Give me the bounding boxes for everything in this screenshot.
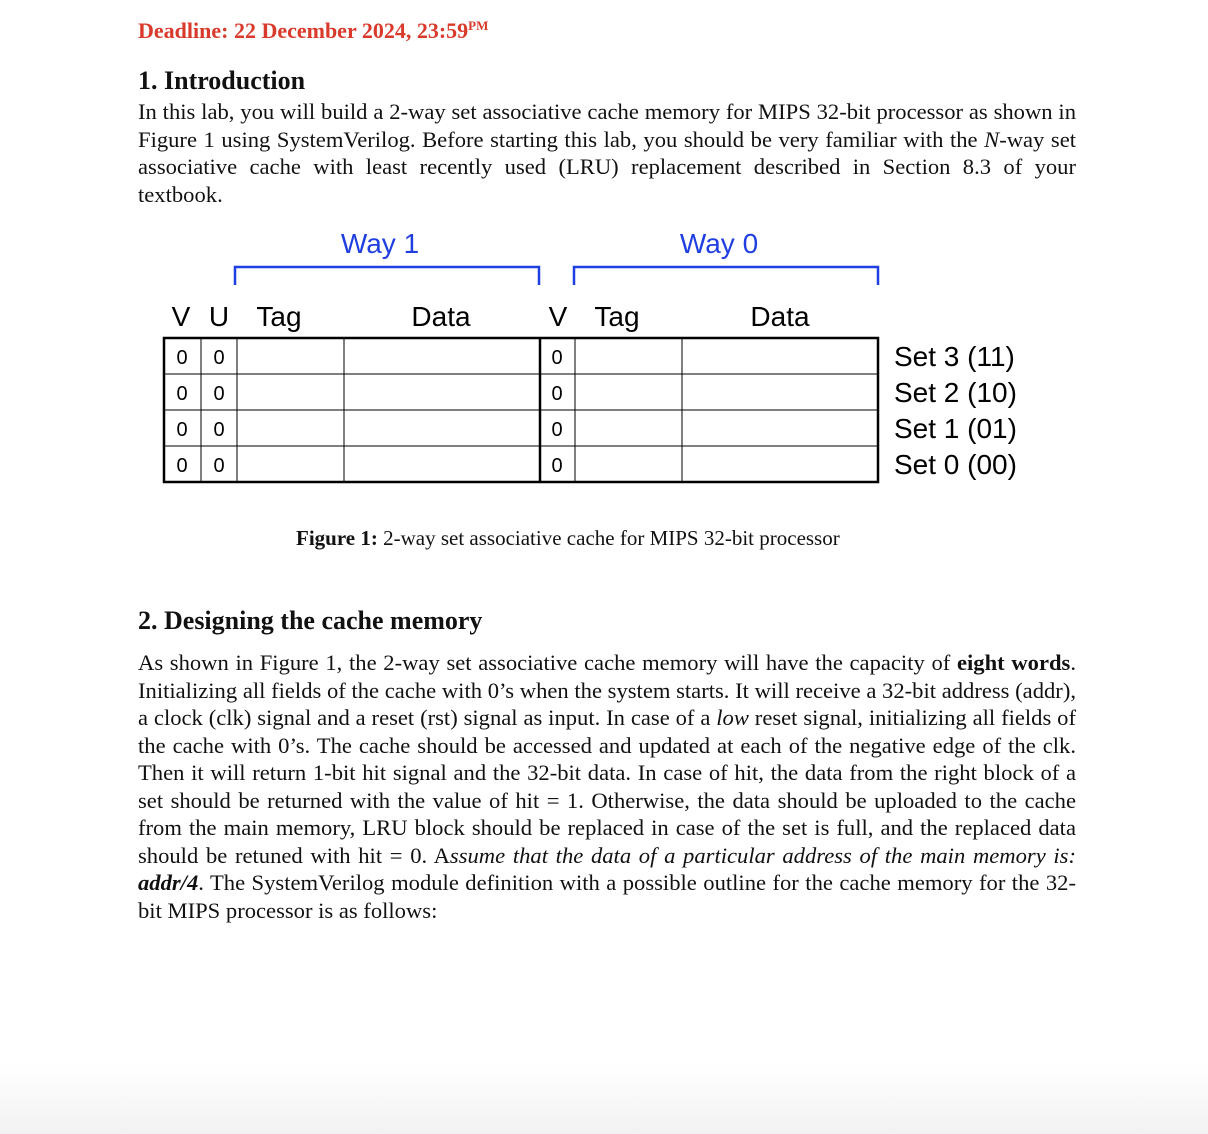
bottom-shade <box>0 1064 1208 1134</box>
intro-text-a: In this lab, you will build a 2-way set associative cache memory for MIPS 32-bit processor as shown in Figure 1 using SystemVerilog. Before starting this lab, you should be very familiar with the <box>138 99 1076 152</box>
set-label: Set 2 (10) <box>894 377 1017 408</box>
caption-label: Figure 1: <box>296 526 378 550</box>
cell-way0-v: 0 <box>551 347 563 369</box>
design-bold-italic: addr/4 <box>138 870 199 895</box>
deadline-suffix: PM <box>468 18 489 33</box>
cell-way1-v: 0 <box>176 383 188 405</box>
cell-way1-v: 0 <box>176 419 188 441</box>
design-italic-2: ssume that the data of a particular address of the main memory is: <box>449 842 1077 868</box>
cell-way0-v: 0 <box>551 419 563 441</box>
set-label: Set 1 (01) <box>894 413 1017 444</box>
header-way1-u: U <box>208 301 230 332</box>
cache-table <box>164 338 878 482</box>
header-way1-tag: Tag <box>256 301 302 332</box>
deadline-text: Deadline: 22 December 2024, 23:59 <box>138 18 469 43</box>
design-text-4: . The SystemVerilog module definition with a possible outline for the cache memory for the 32-bit MIPS processor is as follows: <box>138 870 1076 923</box>
set-label: Set 0 (00) <box>894 449 1017 480</box>
intro-n: N <box>984 126 1000 152</box>
cell-way0-v: 0 <box>551 383 563 405</box>
header-way1-data: Data <box>411 301 471 332</box>
cell-way1-u: 0 <box>213 419 225 441</box>
caption-text: 2-way set associative cache for MIPS 32-bit processor <box>377 526 840 550</box>
design-paragraph <box>138 649 1076 924</box>
intro-heading: 1. Introduction <box>138 66 306 95</box>
cell-way0-v: 0 <box>551 455 563 477</box>
cell-way1-v: 0 <box>176 455 188 477</box>
cell-way1-u: 0 <box>213 383 225 405</box>
design-heading: 2. Designing the cache memory <box>138 606 483 635</box>
design-italic-1: low <box>716 705 749 730</box>
cell-way1-u: 0 <box>213 455 225 477</box>
header-way0-tag: Tag <box>594 301 640 332</box>
figure-caption <box>296 526 840 551</box>
header-way0-v: V <box>548 301 568 332</box>
cell-way1-v: 0 <box>176 347 188 369</box>
design-text-3: reset signal, initializing all fields of the cache with 0’s. The cache should be accessed and updated at each of the negative edge of the clk. Then it will return 1-bit hit signal and the 32-bit data. In case of hit, the data from the right block of a set should be returned with the value of hit = 1. Otherwise, the data should be uploaded to the cache from the main memory, LRU block should be replaced in case of the set is full, and the replaced data should be retuned with hit = 0. A <box>138 705 1076 868</box>
header-way1-v: V <box>171 301 191 332</box>
design-bold-1: eight words <box>956 650 1071 675</box>
set-label: Set 3 (11) <box>894 341 1015 372</box>
way0-brace <box>574 267 878 285</box>
design-text-2: . Initializing all fields of the cache with 0’s when the system starts. It will receive a 32-bit address (addr), a clock (clk) signal and a reset (rst) signal as input. In case of a <box>138 650 1076 730</box>
way0-label: Way 0 <box>679 228 759 259</box>
cell-way1-u: 0 <box>213 347 225 369</box>
way1-label: Way 1 <box>340 228 420 259</box>
cache-diagram <box>0 0 1208 500</box>
way1-brace <box>235 267 539 285</box>
intro-text-b: -way set associative cache with least recently used (LRU) replacement described in Section 8.3 of your textbook. <box>138 126 1076 207</box>
header-way0-data: Data <box>750 301 810 332</box>
design-text-1: As shown in Figure 1, the 2-way set associative cache memory will have the capacity of <box>138 650 957 675</box>
